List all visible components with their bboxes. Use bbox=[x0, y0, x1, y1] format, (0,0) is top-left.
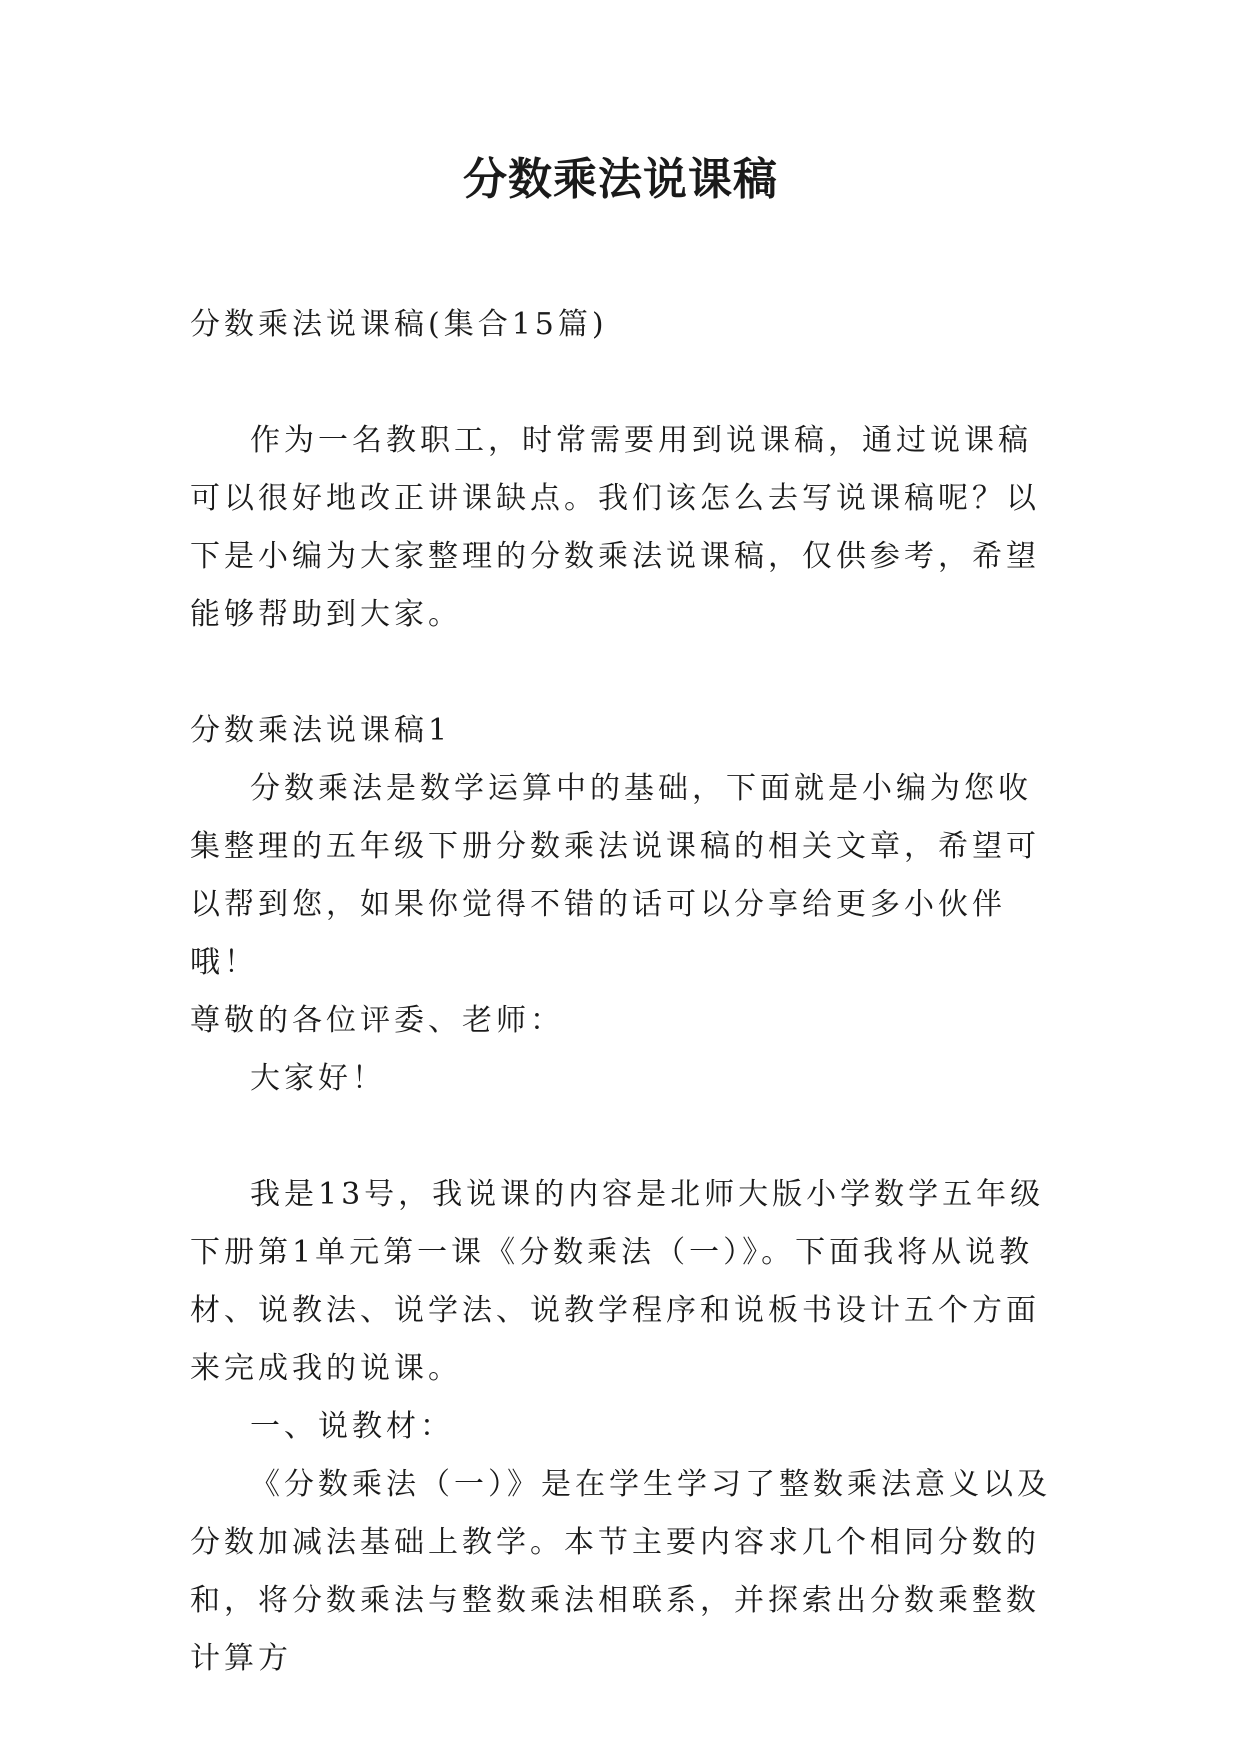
document-title: 分数乘法说课稿 bbox=[463, 154, 778, 205]
introduction-paragraph: 我是13号，我说课的内容是北师大版小学数学五年级下册第1单元第一课《分数乘法（一）》。下面我将从说教材、说教法、说学法、说教学程序和说板书设计五个方面来完成我的说课。 bbox=[190, 1177, 1045, 1386]
subsection-heading: 一、说教材： bbox=[250, 1409, 454, 1444]
intro-paragraph: 作为一名教职工，时常需要用到说课稿，通过说课稿可以很好地改正讲课缺点。我们该怎么去写说课稿呢？以下是小编为大家整理的分数乘法说课稿，仅供参考，希望能够帮助到大家。 bbox=[190, 423, 1040, 632]
greeting-paragraph: 大家好！ bbox=[250, 1061, 386, 1096]
section-heading: 分数乘法说课稿1 bbox=[190, 713, 452, 748]
subtitle-paragraph: 分数乘法说课稿(集合15篇) bbox=[190, 307, 608, 342]
salutation-paragraph: 尊敬的各位评委、老师： bbox=[190, 1003, 564, 1038]
section-intro-paragraph: 分数乘法是数学运算中的基础，下面就是小编为您收集整理的五年级下册分数乘法说课稿的相关文章，希望可以帮到您，如果你觉得不错的话可以分享给更多小伙伴哦！ bbox=[190, 771, 1040, 980]
document-body bbox=[190, 296, 1060, 1688]
content-paragraph: 《分数乘法（一）》是在学生学习了整数乘法意义以及分数加减法基础上教学。本节主要内容求几个相同分数的和，将分数乘法与整数乘法相联系，并探索出分数乘整数计算方 bbox=[190, 1467, 1051, 1676]
